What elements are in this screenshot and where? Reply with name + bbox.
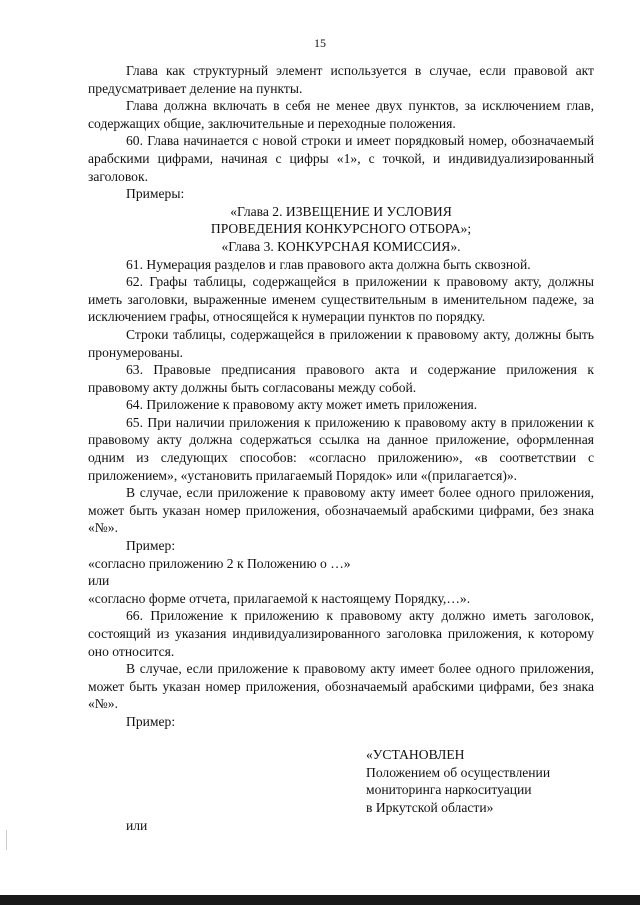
bottom-or-text: или xyxy=(126,818,148,833)
example-line: «согласно приложению 2 к Положению о …» xyxy=(88,555,351,571)
stamp-line: в Иркутской области» xyxy=(366,799,494,815)
stamp-line: Положением об осуществлении xyxy=(366,764,551,780)
paragraph: 65. При наличии приложения к приложению к правовому акту в приложении к правовому акту должна содержаться ссылка на данное приложение, оформленная одним из следующих способов: «согласно приложению», «в соответствии с приложением», «установить прилагаемый Порядок» или «(прилагается)». xyxy=(88,414,594,483)
paragraph: 61. Нумерация разделов и глав правового акта должна быть сквозной. xyxy=(126,256,531,272)
example-line: «согласно форме отчета, прилагаемой к настоящему Порядку,…». xyxy=(88,590,471,606)
paragraph: Глава должна включать в себя не менее двух пунктов, за исключением глав, содержащих общие, заключительные и переходные положения. xyxy=(88,98,594,131)
example-line: или xyxy=(88,573,110,589)
scan-bottom-border xyxy=(0,895,640,905)
example-label: Пример: xyxy=(126,538,176,554)
paragraph: 64. Приложение к правовому акту может иметь приложения. xyxy=(126,397,478,413)
paragraph: 66. Приложение к приложению к правовому акту должно иметь заголовок, состоящий из указания индивидуализированного заголовка приложения, к которому оно относится. xyxy=(88,608,594,659)
page-number: 15 xyxy=(314,36,326,50)
example-heading-line: «Глава 3. КОНКУРСНАЯ КОМИССИЯ». xyxy=(221,238,461,254)
scan-edge-mark xyxy=(6,830,7,850)
paragraph: В случае, если приложение к правовому акту имеет более одного приложения, может быть указан номер приложения, обозначаемый арабскими цифрами, без знака «№». xyxy=(88,485,594,536)
examples-label: Примеры: xyxy=(126,186,185,202)
paragraph: 63. Правовые предписания правового акта и содержание приложения к правовому акту должны быть согласованы между собой. xyxy=(88,362,594,395)
document-body xyxy=(88,62,594,731)
stamp-line: «УСТАНОВЛЕН xyxy=(366,747,465,762)
paragraph: В случае, если приложение к правовому акту имеет более одного приложения, может быть указан номер приложения, обозначаемый арабскими цифрами, без знака «№». xyxy=(88,661,594,712)
example-label: Пример: xyxy=(126,713,176,729)
example-heading-line: «Глава 2. ИЗВЕЩЕНИЕ И УСЛОВИЯ xyxy=(230,203,452,219)
approval-stamp-text xyxy=(366,746,606,816)
paragraph: 62. Графы таблицы, содержащейся в приложении к правовому акту, должны иметь заголовки, выраженные именем существительным в именительном падеже, за исключением графы, относящейся к нумерации пунктов по порядку. xyxy=(88,274,594,325)
stamp-line: мониторинга наркоситуации xyxy=(366,782,532,798)
example-heading-line: ПРОВЕДЕНИЯ КОНКУРСНОГО ОТБОРА»; xyxy=(210,221,472,237)
paragraph: Строки таблицы, содержащейся в приложении к правовому акту, должны быть пронумерованы. xyxy=(88,326,594,360)
paragraph: 60. Глава начинается с новой строки и имеет порядковый номер, обозначаемый арабскими цифрами, начиная с цифры «1», с точкой, и индивидуализированный заголовок. xyxy=(88,133,594,184)
paragraph: Глава как структурный элемент используется в случае, если правовой акт предусматривает деление на пункты. xyxy=(88,63,594,96)
